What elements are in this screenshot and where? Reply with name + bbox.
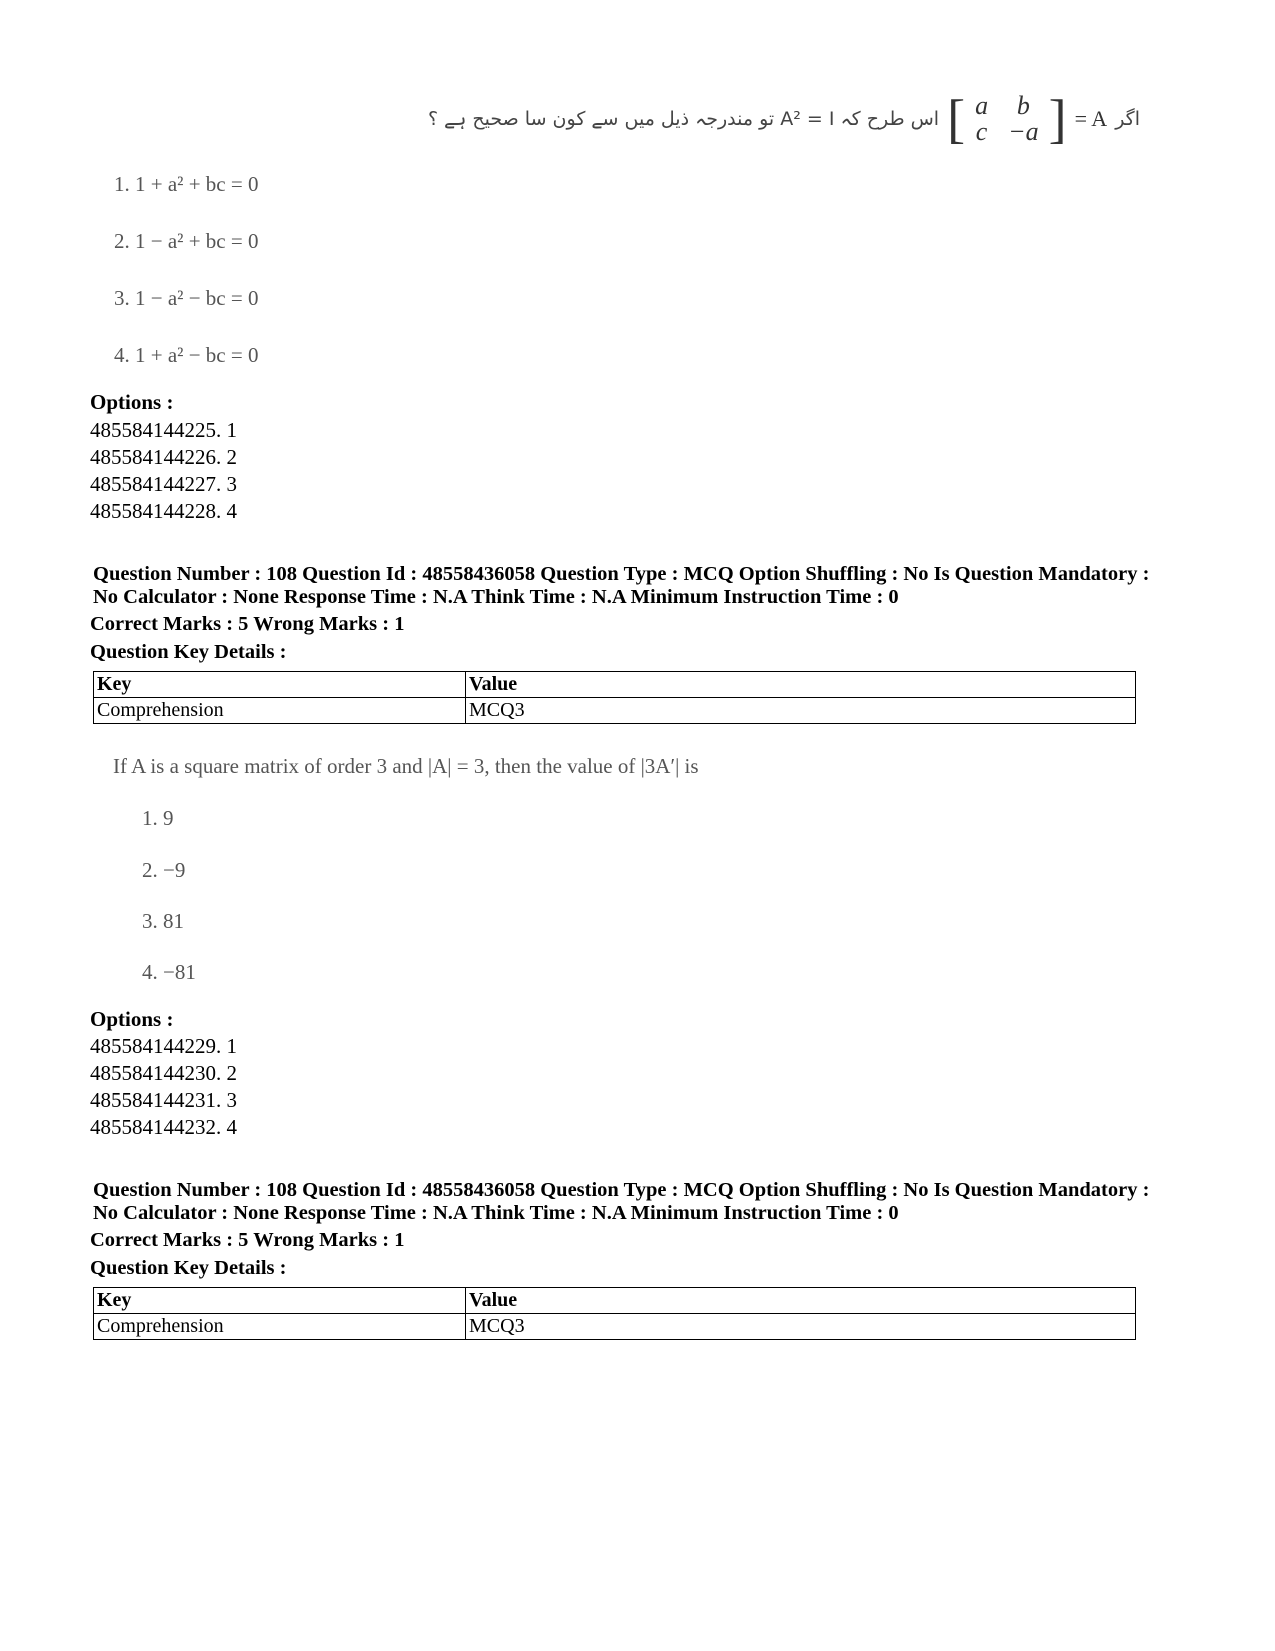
question-2-text: If A is a square matrix of order 3 and |A| = 3, then the value of |3A′| is	[113, 754, 699, 778]
option-line: 485584144226. 2	[90, 445, 237, 469]
question-1-condition: اس طرح کہ A² = I تو مندرجہ ذیل میں سے کون سا صحیح ہے ؟	[427, 108, 940, 130]
table-cell-value: MCQ3	[466, 698, 1136, 724]
question-2-choice: 2. −9	[142, 858, 186, 882]
matrix-cell: b	[1016, 91, 1030, 120]
option-line: 485584144230. 2	[90, 1061, 237, 1085]
question-1-choice: 3. 1 − a² − bc = 0	[114, 286, 259, 310]
question-2-choice: 3. 81	[142, 909, 184, 933]
question-meta-line: Question Number : 108 Question Id : 48558436058 Question Type : MCQ Option Shuffling : No Is Question Mandatory :	[93, 563, 1150, 585]
option-line: 485584144232. 4	[90, 1115, 237, 1139]
table-header-value: Value	[466, 672, 1136, 698]
table-header-key: Key	[94, 1288, 466, 1314]
option-line: 485584144231. 3	[90, 1088, 237, 1112]
question-1-prefix: اگر	[1115, 108, 1140, 130]
marks-line: Correct Marks : 5 Wrong Marks : 1	[90, 1229, 405, 1251]
table-header-row	[94, 672, 1136, 698]
question-meta	[93, 563, 1193, 609]
table-row	[94, 698, 1136, 724]
option-line: 485584144225. 1	[90, 418, 237, 442]
matrix-cell: c	[975, 117, 988, 146]
option-line: 485584144228. 4	[90, 499, 237, 523]
question-1-equals: = A	[1074, 106, 1108, 131]
question-2-choice: 1. 9	[142, 806, 174, 830]
matrix-right-bracket: ]	[1048, 89, 1067, 149]
question-meta-line: No Calculator : None Response Time : N.A Think Time : N.A Minimum Instruction Time : 0	[93, 1202, 899, 1224]
key-details-table	[93, 671, 1136, 724]
matrix-cell: −a	[1008, 117, 1039, 146]
key-details-title: Question Key Details :	[90, 1257, 287, 1279]
table-header-value: Value	[466, 1288, 1136, 1314]
key-details-table	[93, 1287, 1136, 1340]
matrix-left-bracket: [	[947, 89, 966, 149]
marks-line: Correct Marks : 5 Wrong Marks : 1	[90, 613, 405, 635]
matrix-cell: a	[975, 91, 989, 120]
options-title: Options :	[90, 390, 174, 414]
question-1-image	[420, 88, 1140, 150]
key-details-title: Question Key Details :	[90, 641, 287, 663]
matrix-grid	[965, 93, 1049, 145]
question-1-choice: 1. 1 + a² + bc = 0	[114, 172, 259, 196]
table-row	[94, 1314, 1136, 1340]
table-header-row	[94, 1288, 1136, 1314]
matrix-a	[947, 89, 1067, 149]
option-line: 485584144229. 1	[90, 1034, 237, 1058]
question-2-choice: 4. −81	[142, 960, 196, 984]
question-1-choice: 2. 1 − a² + bc = 0	[114, 229, 259, 253]
question-meta-line: Question Number : 108 Question Id : 48558436058 Question Type : MCQ Option Shuffling : No Is Question Mandatory :	[93, 1179, 1150, 1201]
question-1-choice: 4. 1 + a² − bc = 0	[114, 343, 259, 367]
table-cell-value: MCQ3	[466, 1314, 1136, 1340]
table-cell-key: Comprehension	[94, 698, 466, 724]
option-line: 485584144227. 3	[90, 472, 237, 496]
table-header-key: Key	[94, 672, 466, 698]
question-meta	[93, 1179, 1193, 1225]
question-meta-line: No Calculator : None Response Time : N.A Think Time : N.A Minimum Instruction Time : 0	[93, 586, 899, 608]
options-title: Options :	[90, 1007, 174, 1031]
table-cell-key: Comprehension	[94, 1314, 466, 1340]
